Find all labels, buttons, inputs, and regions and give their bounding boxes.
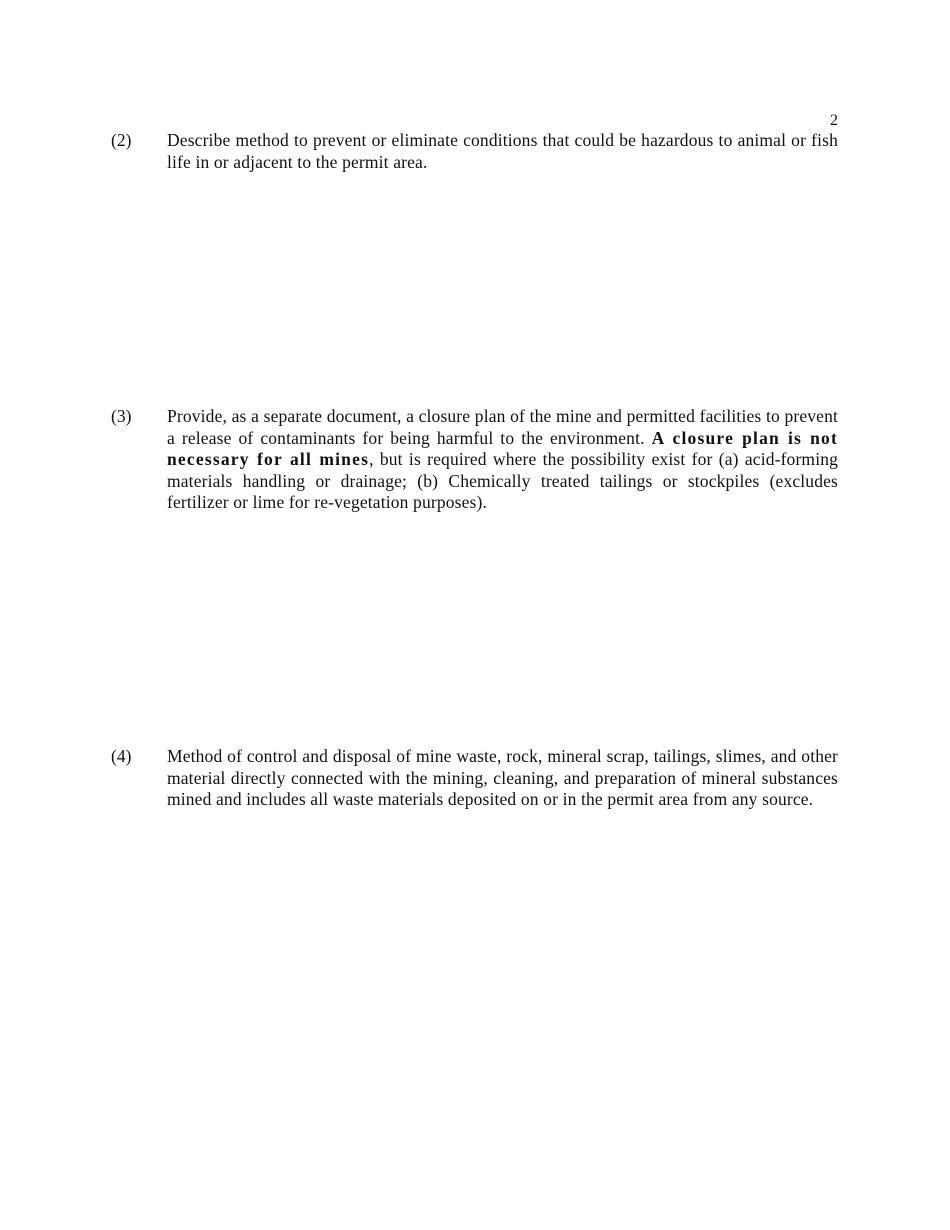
- item-text: [167, 406, 838, 514]
- page-number: 2: [830, 112, 838, 129]
- item-number: (4): [111, 746, 132, 766]
- item-text: Method of control and disposal of mine waste, rock, mineral scrap, tailings, slimes, and other material directly connected with the mining, cleaning, and preparation of mineral substances mined and includes all waste materials deposited on or in the permit area from any source.: [167, 746, 838, 809]
- question-item-3: [111, 406, 838, 514]
- item-number: (3): [111, 406, 132, 426]
- question-item-4: [111, 746, 838, 811]
- item-number: (2): [111, 130, 132, 150]
- item-text: Describe method to prevent or eliminate conditions that could be hazardous to animal or fish life in or adjacent to the permit area.: [167, 130, 838, 172]
- closure-plan-emphasis: A closure plan is not necessary for all mines: [167, 427, 838, 469]
- item-text-intro: Provide, as a separate document, a closure plan of the mine and permitted facilities to prevent a release of contaminants for being harmful to the environment.: [167, 406, 838, 448]
- item-text-conditions: , but is required where the possibility exist for (a) acid-forming materials handling or drainage; (b) Chemically treated tailings or stockpiles (excludes fertilizer or lime for re-vegetation purposes).: [167, 449, 839, 512]
- question-item-2: [111, 130, 838, 173]
